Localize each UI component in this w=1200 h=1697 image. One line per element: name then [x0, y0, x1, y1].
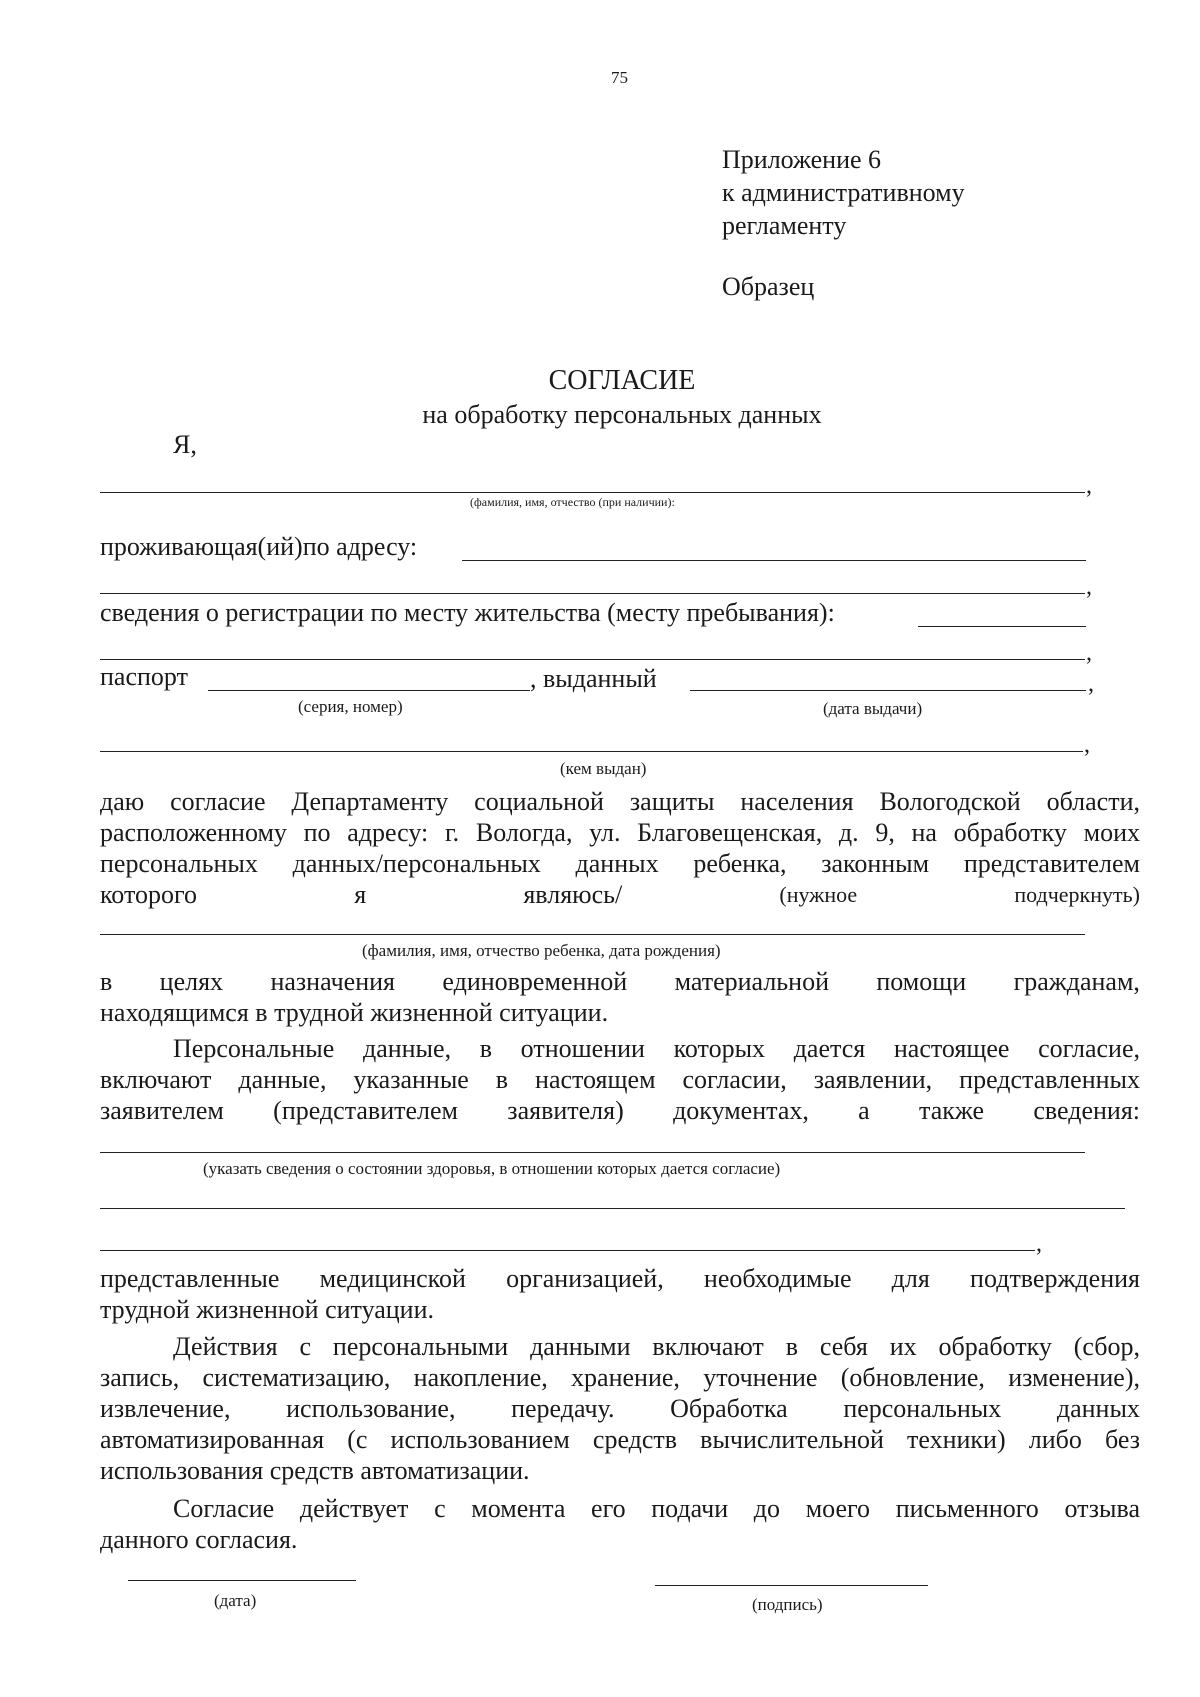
passport-date-field[interactable] [690, 690, 1086, 691]
pd-line-3 [100, 1094, 1140, 1128]
registration-label: сведения о регистрации по месту жительства (месту пребывания): [100, 598, 835, 627]
word: являюсь/ [523, 880, 623, 909]
word: гражданам, [1013, 967, 1140, 996]
registration-comma: , [1086, 640, 1092, 666]
signature-field[interactable] [655, 1585, 928, 1586]
word: помощи [876, 967, 967, 996]
word: я [354, 880, 367, 909]
fio-comma: , [1086, 473, 1092, 499]
word: а [858, 1096, 870, 1125]
signature-hint: (подпись) [752, 1595, 823, 1614]
medical-line-1: представленные медицинской организацией, необходимые для подтверждения [100, 1264, 1140, 1293]
pd-line-1: Персональные данные, в отношении которых дается настоящее согласие, [173, 1034, 1140, 1063]
word: которого [100, 880, 198, 909]
page-number: 75 [611, 68, 628, 87]
issued-by-field[interactable] [100, 751, 1083, 752]
health-hint: (указать сведения о состоянии здоровья, в отношении которых дается согласие) [203, 1159, 781, 1178]
passport-comma: , [1088, 671, 1094, 697]
consent-line-3: персональных данных/персональных данных ребенка, законным представителем [100, 849, 1140, 878]
word: подчеркнуть) [1014, 882, 1140, 907]
word: также [919, 1096, 985, 1125]
actions-line-1: Действия с персональными данными включают в себя их обработку (сбор, [173, 1332, 1140, 1361]
word: целях [159, 967, 224, 996]
date-hint: (дата) [214, 1591, 257, 1610]
fio-hint: (фамилия, имя, отчество (при наличии): [466, 495, 679, 509]
document-title: СОГЛАСИЕ [548, 365, 696, 396]
series-hint: (серия, номер) [298, 697, 403, 716]
actions-line-3 [100, 1392, 1140, 1426]
child-field[interactable] [100, 934, 1085, 935]
word: (нужное [779, 882, 858, 907]
actions-line-5: использования средств автоматизации. [100, 1456, 530, 1485]
passport-label: паспорт [100, 662, 188, 691]
word: заявителя) [507, 1096, 624, 1125]
health-field-1[interactable] [100, 1152, 1085, 1153]
date-issue-hint: (дата выдачи) [823, 699, 923, 718]
appendix-line-3: регламенту [722, 211, 847, 240]
pd-line-2: включают данные, указанные в настоящем согласии, заявлении, представленных [100, 1065, 1140, 1094]
medical-line-2: трудной жизненной ситуации. [100, 1295, 435, 1324]
purpose-line-1 [100, 965, 1140, 999]
sample-label: Образец [722, 272, 815, 301]
address-field-2[interactable] [100, 593, 1085, 594]
word: (представителем [273, 1096, 458, 1125]
passport-series-field[interactable] [208, 690, 530, 691]
actions-line-4: автоматизированная (с использованием средств вычислительной техники) либо без [100, 1425, 1140, 1454]
i-label: Я, [173, 430, 197, 459]
word: использование, [286, 1394, 456, 1423]
word: персональных [843, 1394, 1002, 1423]
word: сведения: [1033, 1096, 1140, 1125]
address-field[interactable] [462, 560, 1086, 561]
word: единовременной [442, 967, 628, 996]
document-subtitle: на обработку персональных данных [422, 400, 822, 429]
health-field-3[interactable] [100, 1250, 1035, 1251]
child-hint: (фамилия, имя, отчество ребенка, дата рождения) [362, 941, 721, 960]
appendix-line-1: Приложение 6 [722, 145, 882, 174]
word: данных [1056, 1394, 1140, 1423]
word: передачу. [511, 1394, 615, 1423]
health-field-2[interactable] [100, 1208, 1125, 1209]
issued-by-comma: , [1084, 732, 1090, 758]
appendix-line-2: к административному [722, 178, 965, 207]
date-field[interactable] [128, 1580, 356, 1581]
fio-line [100, 492, 1085, 493]
word: в [100, 967, 113, 996]
consent-line-4 [100, 878, 1140, 912]
word: документах, [673, 1096, 809, 1125]
word: назначения [270, 967, 395, 996]
address-comma: , [1086, 574, 1092, 600]
validity-line-1: Согласие действует с момента его подачи до моего письменного отзыва [173, 1494, 1140, 1523]
word: материальной [674, 967, 829, 996]
health-comma: , [1036, 1231, 1042, 1257]
address-label: проживающая(ий)по адресу: [100, 532, 418, 561]
word: Обработка [670, 1394, 788, 1423]
consent-line-2: расположенному по адресу: г. Вологда, ул. Благовещенская, д. 9, на обработку моих [100, 818, 1140, 847]
validity-line-2: данного согласия. [100, 1525, 298, 1554]
word: заявителем [100, 1096, 224, 1125]
consent-line-1: даю согласие Департаменту социальной защиты населения Вологодской области, [100, 787, 1140, 816]
issued-by-hint: (кем выдан) [560, 759, 647, 778]
word: извлечение, [100, 1394, 231, 1423]
registration-field-2[interactable] [100, 659, 1085, 660]
purpose-line-2: находящимся в трудной жизненной ситуации. [100, 998, 609, 1027]
issued-label: , выданный [530, 664, 657, 693]
actions-line-2: запись, систематизацию, накопление, хранение, уточнение (обновление, изменение), [100, 1363, 1140, 1392]
registration-field[interactable] [918, 626, 1086, 627]
